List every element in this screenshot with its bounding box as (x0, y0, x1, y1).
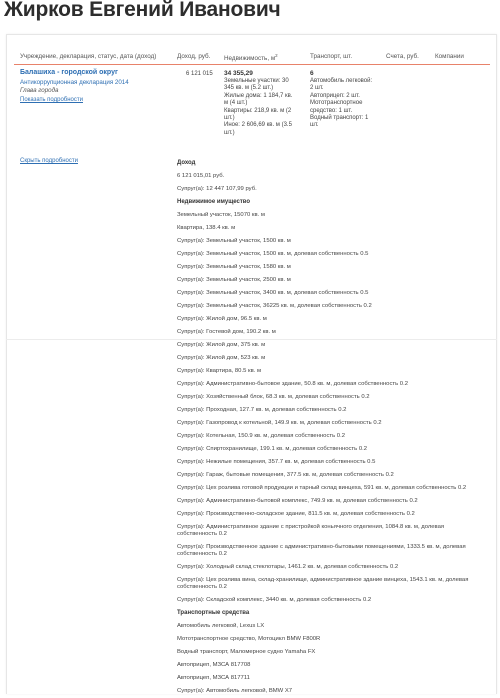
transport-line: Автоприцеп: 2 шт. (310, 92, 360, 99)
transport-heading: Транспортные средства (177, 610, 250, 616)
transport-item: Автоприцеп, МЗСА 817711 (177, 675, 250, 681)
realty-item: Супруг(а): Жилой дом, 96.5 кв. м (177, 316, 267, 322)
realty-item: Супруг(а): Гостевой дом, 190.2 кв. м (177, 329, 276, 335)
realty-item: Супруг(а): Газопровод к котельной, 149.9 кв. м, долевая собственность 0.2 (177, 420, 382, 426)
realty-item: Супруг(а): Хозяйственный блок, 68.3 кв. м, долевая собственность 0.2 (177, 394, 370, 400)
details-panel (177, 157, 477, 698)
realty-item: Супруг(а): Квартира, 80.5 кв. м (177, 368, 262, 374)
transport-line: средство: 1 шт. (310, 107, 353, 114)
realty-list (177, 209, 477, 607)
header-divider (14, 64, 490, 65)
realty-item: Супруг(а): Жилой дом, 523 кв. м (177, 355, 266, 361)
realty-line: Квартиры: 218,9 кв. м (2 (224, 107, 292, 114)
realty-item: Супруг(а): Административное здание с пристройкой коньячного отделения, 1084.8 кв. м, долевая собственность 0.2 (177, 524, 445, 537)
realty-item: Супруг(а): Гараж, бытовые помещения, 377.5 кв. м, долевая собственность 0.2 (177, 472, 394, 478)
realty-item: Супруг(а): Земельный участок, 1500 кв. м (177, 238, 291, 244)
realty-line: м (4 шт.) (224, 100, 248, 107)
income-list (177, 170, 477, 196)
column-header-transport[interactable]: Транспорт, шт. (310, 53, 353, 60)
realty-line: Иное: 2 606,69 кв. м (3.5 (224, 122, 292, 129)
transport-line: Автомобиль легковой: (310, 78, 373, 84)
realty-item: Квартира, 138.4 кв. м (177, 225, 236, 231)
income-line: Супруг(а): 12 447 107,99 руб. (177, 186, 257, 192)
realty-line: Жилые дома: 1 184,7 кв. (224, 92, 293, 99)
realty-item: Супруг(а): Административно-бытовой комплекс, 749.9 кв. м, долевая собственность 0.2 (177, 498, 418, 504)
transport-item: Мототранспортное средство, Мотоцикл BMW F800R (177, 636, 321, 642)
realty-summary (224, 78, 304, 137)
column-header-companies[interactable]: Компании (435, 53, 464, 60)
transport-line: шт. (310, 122, 319, 129)
income-line: 6 121 015,01 руб. (177, 173, 225, 179)
column-header-realty[interactable] (224, 53, 278, 62)
income-value: 6 121 015 (186, 71, 213, 77)
column-header-accounts[interactable]: Счета, руб. (386, 53, 419, 60)
realty-item: Супруг(а): Нежилые помещения, 357.7 кв. м, долевая собственность 0.5 (177, 459, 376, 465)
realty-line: шт.) (224, 115, 235, 122)
transport-item: Водный транспорт, Маломерное судно Yamaha FX (177, 649, 316, 655)
income-heading: Доход (177, 160, 196, 166)
realty-line: Земельные участки: 30 (224, 78, 289, 84)
realty-item: Супруг(а): Производственное здание с административно-бытовыми помещениями, 1333.5 кв. м, долевая собственность 0.2 (177, 544, 466, 557)
transport-line: Водный транспорт: 1 (310, 115, 369, 122)
column-header-income[interactable]: Доход, руб. (177, 53, 211, 60)
hide-details-link[interactable]: Скрыть подробности (20, 158, 78, 164)
realty-item: Супруг(а): Цех розлива вина, склад-хранилище, административное здание винцеха, 1543.1 кв. м, долевая собственность 0.2 (177, 577, 469, 590)
transport-total: 6 (310, 70, 314, 77)
declaration-link[interactable]: Антикоррупционная декларация 2014 (20, 79, 129, 86)
column-header-office[interactable]: Учреждение, декларация, статус, дата (доход) (20, 53, 157, 60)
realty-item: Супруг(а): Проходная, 127.7 кв. м, долевая собственность 0.2 (177, 407, 347, 413)
realty-item: Супруг(а): Холодный склад стеклотары, 1461.2 кв. м, долевая собственность 0.2 (177, 564, 399, 570)
column-header-realty-label: Недвижимость, м (224, 55, 276, 63)
realty-item: Супруг(а): Спиртохранилище, 199.1 кв. м, долевая собственность 0.2 (177, 446, 368, 452)
transport-item: Автомобиль легковой, Lexus LX (177, 623, 265, 629)
transport-item: Автоприцеп, МЗСА 817708 (177, 662, 251, 668)
realty-line: 345 кв. м (5.2 шт.) (224, 85, 274, 92)
column-header-realty-unit: 2 (275, 53, 278, 58)
realty-item: Супруг(а): Цех розлива готовой продукции и тарный склад винцеха, 591 кв. м, долевая собственность 0.2 (177, 485, 467, 491)
realty-line: шт.) (224, 129, 235, 136)
realty-item: Супруг(а): Жилой дом, 375 кв. м (177, 342, 266, 348)
realty-item: Супруг(а): Земельный участок, 1580 кв. м (177, 264, 291, 270)
realty-heading: Недвижимое имущество (177, 199, 251, 205)
office-link[interactable]: Балашиха - городской округ (20, 69, 118, 76)
transport-line: Мототранспортное (310, 100, 363, 107)
position-label: Глава города (20, 87, 59, 94)
realty-item: Супруг(а): Земельный участок, 36225 кв. м, долевая собственность 0.2 (177, 303, 372, 309)
realty-total: 34 355,29 (224, 70, 253, 77)
realty-item: Супруг(а): Земельный участок, 2500 кв. м (177, 277, 291, 283)
show-details-link[interactable]: Показать подробности (20, 97, 83, 103)
transport-item: Супруг(а): Автомобиль легковой, BMW X7 (177, 688, 293, 694)
realty-item: Супруг(а): Земельный участок, 1500 кв. м, долевая собственность 0.5 (177, 251, 369, 257)
realty-item: Супруг(а): Складской комплекс, 3440 кв. м, долевая собственность 0.2 (177, 597, 372, 603)
realty-item: Супруг(а): Котельная, 150.9 кв. м, долевая собственность 0.2 (177, 433, 345, 439)
realty-item: Земельный участок, 15070 кв. м (177, 212, 265, 218)
transport-line: 2 шт. (310, 85, 324, 92)
page-title: Жирков Евгений Иванович (4, 0, 281, 21)
transport-list (177, 620, 477, 698)
realty-item: Супруг(а): Производственно-складское здание, 811.5 кв. м, долевая собственность 0.2 (177, 511, 415, 517)
realty-item: Супруг(а): Административно-бытовое здание, 50.8 кв. м, долевая собственность 0.2 (177, 381, 408, 387)
transport-summary (310, 78, 385, 130)
realty-item: Супруг(а): Земельный участок, 3400 кв. м, долевая собственность 0.5 (177, 290, 369, 296)
